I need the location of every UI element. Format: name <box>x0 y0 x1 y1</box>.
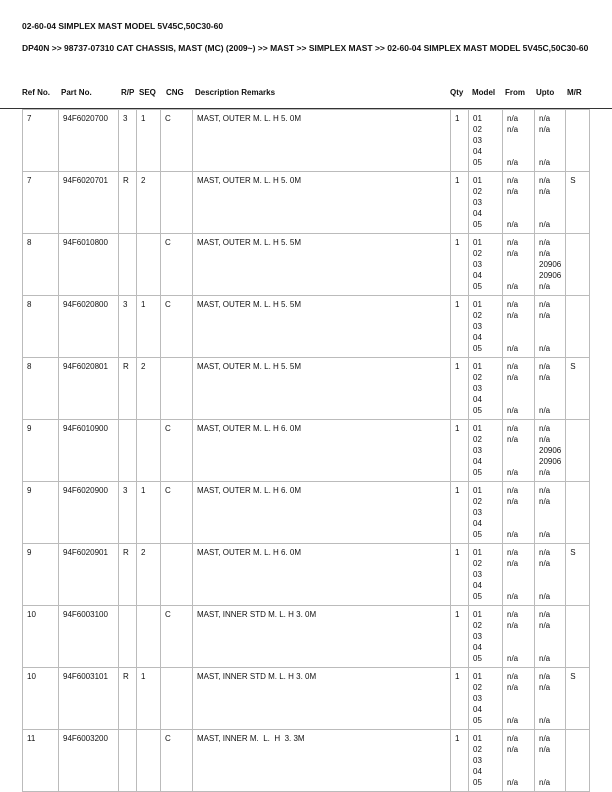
table-row <box>23 730 590 792</box>
header-qty: Qty <box>450 88 464 97</box>
cell-desc: MAST, OUTER M. L. H 5. 0M <box>193 110 451 172</box>
cell-model: 01 02 03 04 05 <box>469 110 503 172</box>
cell-mr: S <box>566 172 590 234</box>
cell-rp <box>119 606 137 668</box>
table-row <box>23 110 590 172</box>
header-rp: R/P <box>121 88 135 97</box>
cell-cng: C <box>161 420 193 482</box>
header-from: From <box>505 88 525 97</box>
header-mr: M/R <box>567 88 582 97</box>
cell-cng: C <box>161 234 193 296</box>
cell-part: 94F6010900 <box>59 420 119 482</box>
cell-rp: R <box>119 172 137 234</box>
cell-from: n/a n/a n/a <box>503 110 535 172</box>
cell-desc: MAST, INNER M. L. H 3. 3M <box>193 730 451 792</box>
cell-model: 01 02 03 04 05 <box>469 482 503 544</box>
cell-qty: 1 <box>451 606 469 668</box>
header-desc: Description Remarks <box>195 88 276 97</box>
table-row <box>23 358 590 420</box>
cell-rp <box>119 730 137 792</box>
cell-ref: 8 <box>23 358 59 420</box>
cell-desc: MAST, OUTER M. L. H 5. 5M <box>193 296 451 358</box>
cell-cng: C <box>161 296 193 358</box>
cell-part: 94F6020700 <box>59 110 119 172</box>
cell-mr <box>566 730 590 792</box>
cell-rp: 3 <box>119 110 137 172</box>
cell-from: n/a n/a n/a <box>503 358 535 420</box>
cell-desc: MAST, OUTER M. L. H 6. 0M <box>193 544 451 606</box>
cell-model: 01 02 03 04 05 <box>469 420 503 482</box>
cell-cng: C <box>161 606 193 668</box>
parts-table <box>22 109 590 792</box>
cell-rp: 3 <box>119 296 137 358</box>
cell-qty: 1 <box>451 544 469 606</box>
cell-qty: 1 <box>451 172 469 234</box>
cell-rp: 3 <box>119 482 137 544</box>
cell-part: 94F6010800 <box>59 234 119 296</box>
cell-model: 01 02 03 04 05 <box>469 358 503 420</box>
header-ref: Ref No. <box>22 88 50 97</box>
cell-cng <box>161 172 193 234</box>
cell-upto: n/a n/a n/a <box>535 110 566 172</box>
cell-part: 94F6003100 <box>59 606 119 668</box>
cell-desc: MAST, OUTER M. L. H 6. 0M <box>193 420 451 482</box>
cell-cng: C <box>161 730 193 792</box>
cell-seq: 2 <box>137 172 161 234</box>
breadcrumb: DP40N >> 98737-07310 CAT CHASSIS, MAST (MC) (2009~) >> MAST >> SIMPLEX MAST >> 02-60-04 SIMPLEX MAST MODEL 5V45C,50C30-60 <box>22 43 589 53</box>
cell-part: 94F6003101 <box>59 668 119 730</box>
cell-ref: 9 <box>23 544 59 606</box>
cell-part: 94F6020900 <box>59 482 119 544</box>
cell-cng <box>161 544 193 606</box>
cell-model: 01 02 03 04 05 <box>469 544 503 606</box>
table-row <box>23 668 590 730</box>
cell-mr: S <box>566 668 590 730</box>
cell-seq <box>137 234 161 296</box>
cell-model: 01 02 03 04 05 <box>469 606 503 668</box>
cell-upto: n/a n/a n/a <box>535 358 566 420</box>
cell-ref: 10 <box>23 668 59 730</box>
cell-cng <box>161 668 193 730</box>
cell-ref: 9 <box>23 420 59 482</box>
cell-seq <box>137 730 161 792</box>
cell-qty: 1 <box>451 234 469 296</box>
cell-upto: n/a n/a 20906 20906 n/a <box>535 234 566 296</box>
cell-seq: 1 <box>137 110 161 172</box>
cell-qty: 1 <box>451 668 469 730</box>
cell-seq: 2 <box>137 544 161 606</box>
table-row <box>23 234 590 296</box>
cell-from: n/a n/a n/a <box>503 482 535 544</box>
cell-rp: R <box>119 358 137 420</box>
cell-seq <box>137 606 161 668</box>
cell-upto: n/a n/a n/a <box>535 172 566 234</box>
cell-from: n/a n/a n/a <box>503 420 535 482</box>
cell-cng: C <box>161 482 193 544</box>
table-row <box>23 606 590 668</box>
cell-seq: 1 <box>137 482 161 544</box>
cell-upto: n/a n/a n/a <box>535 668 566 730</box>
cell-ref: 9 <box>23 482 59 544</box>
cell-upto: n/a n/a n/a <box>535 296 566 358</box>
cell-from: n/a n/a n/a <box>503 668 535 730</box>
cell-qty: 1 <box>451 482 469 544</box>
cell-rp <box>119 234 137 296</box>
cell-part: 94F6020801 <box>59 358 119 420</box>
cell-rp: R <box>119 544 137 606</box>
cell-from: n/a n/a n/a <box>503 234 535 296</box>
cell-cng <box>161 358 193 420</box>
header-upto: Upto <box>536 88 555 97</box>
header-cng: CNG <box>166 88 184 97</box>
cell-qty: 1 <box>451 296 469 358</box>
cell-upto: n/a n/a n/a <box>535 544 566 606</box>
cell-qty: 1 <box>451 358 469 420</box>
cell-qty: 1 <box>451 420 469 482</box>
cell-qty: 1 <box>451 110 469 172</box>
cell-seq: 1 <box>137 668 161 730</box>
cell-desc: MAST, OUTER M. L. H 5. 5M <box>193 358 451 420</box>
cell-desc: MAST, INNER STD M. L. H 3. 0M <box>193 668 451 730</box>
cell-desc: MAST, INNER STD M. L. H 3. 0M <box>193 606 451 668</box>
cell-part: 94F6020800 <box>59 296 119 358</box>
cell-part: 94F6003200 <box>59 730 119 792</box>
table-row <box>23 420 590 482</box>
cell-upto: n/a n/a 20906 20906 n/a <box>535 420 566 482</box>
cell-mr <box>566 234 590 296</box>
cell-mr: S <box>566 358 590 420</box>
cell-seq: 2 <box>137 358 161 420</box>
table-row <box>23 172 590 234</box>
cell-ref: 8 <box>23 296 59 358</box>
cell-part: 94F6020701 <box>59 172 119 234</box>
cell-from: n/a n/a n/a <box>503 544 535 606</box>
cell-from: n/a n/a n/a <box>503 172 535 234</box>
header-part: Part No. <box>61 88 92 97</box>
table-row <box>23 544 590 606</box>
cell-desc: MAST, OUTER M. L. H 5. 5M <box>193 234 451 296</box>
cell-upto: n/a n/a n/a <box>535 482 566 544</box>
cell-seq <box>137 420 161 482</box>
cell-from: n/a n/a n/a <box>503 296 535 358</box>
cell-mr <box>566 606 590 668</box>
header-seq: SEQ <box>139 88 156 97</box>
cell-desc: MAST, OUTER M. L. H 5. 0M <box>193 172 451 234</box>
cell-ref: 10 <box>23 606 59 668</box>
cell-from: n/a n/a n/a <box>503 606 535 668</box>
cell-mr <box>566 420 590 482</box>
cell-mr <box>566 110 590 172</box>
cell-mr <box>566 296 590 358</box>
cell-desc: MAST, OUTER M. L. H 6. 0M <box>193 482 451 544</box>
cell-mr <box>566 482 590 544</box>
cell-ref: 11 <box>23 730 59 792</box>
cell-upto: n/a n/a n/a <box>535 730 566 792</box>
cell-qty: 1 <box>451 730 469 792</box>
cell-model: 01 02 03 04 05 <box>469 730 503 792</box>
cell-ref: 8 <box>23 234 59 296</box>
header-model: Model <box>472 88 496 97</box>
cell-part: 94F6020901 <box>59 544 119 606</box>
cell-mr: S <box>566 544 590 606</box>
cell-model: 01 02 03 04 05 <box>469 234 503 296</box>
cell-upto: n/a n/a n/a <box>535 606 566 668</box>
cell-from: n/a n/a n/a <box>503 730 535 792</box>
cell-rp: R <box>119 668 137 730</box>
page-title: 02-60-04 SIMPLEX MAST MODEL 5V45C,50C30-60 <box>22 21 224 31</box>
cell-model: 01 02 03 04 05 <box>469 172 503 234</box>
cell-cng: C <box>161 110 193 172</box>
cell-ref: 7 <box>23 110 59 172</box>
cell-rp <box>119 420 137 482</box>
cell-ref: 7 <box>23 172 59 234</box>
cell-seq: 1 <box>137 296 161 358</box>
cell-model: 01 02 03 04 05 <box>469 668 503 730</box>
table-row <box>23 482 590 544</box>
table-row <box>23 296 590 358</box>
cell-model: 01 02 03 04 05 <box>469 296 503 358</box>
table-header <box>0 88 612 109</box>
